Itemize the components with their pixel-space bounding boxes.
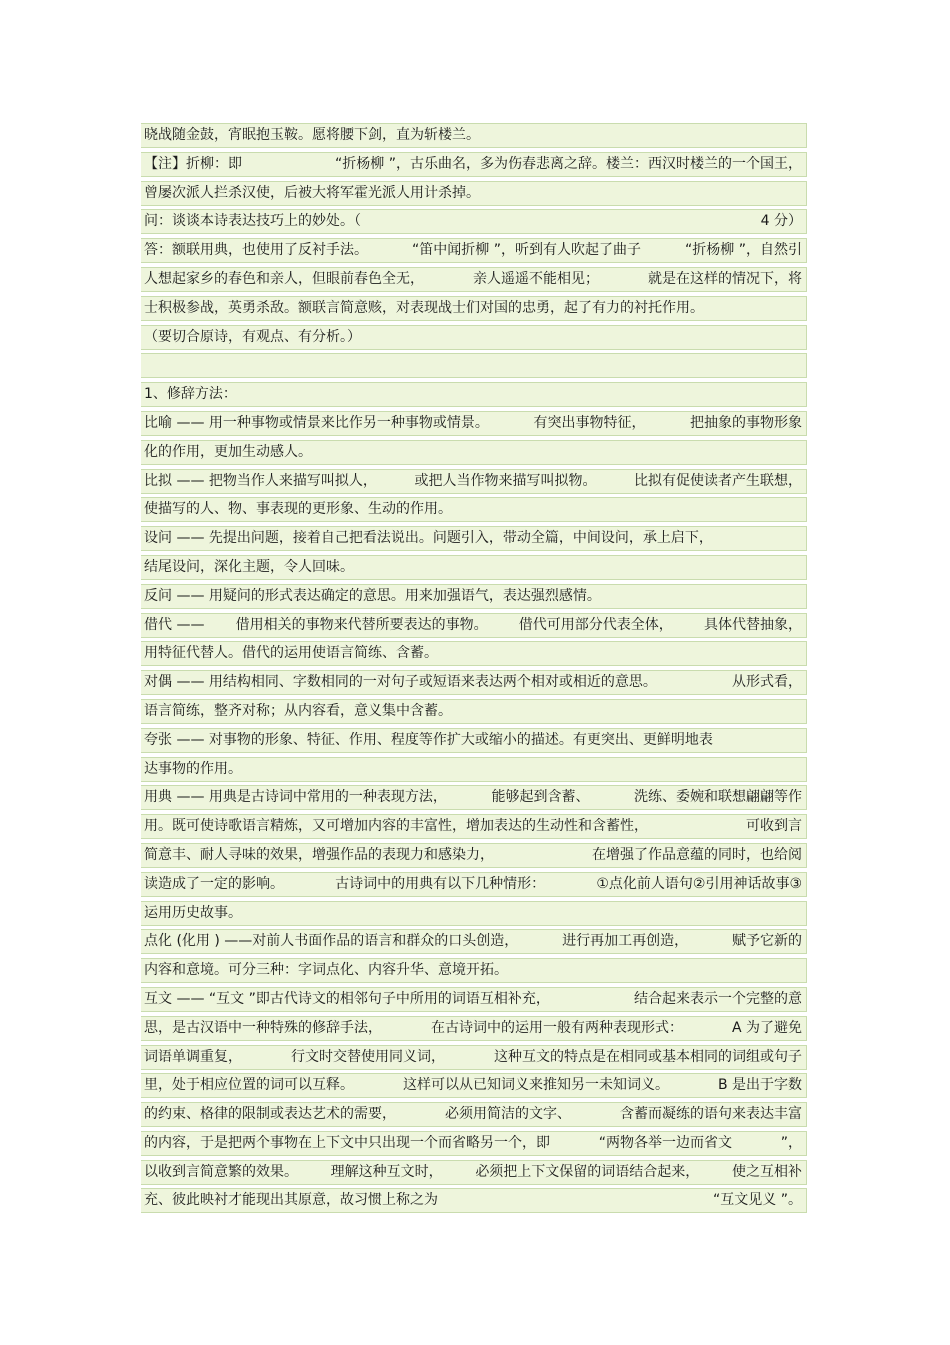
text-segment: 运用历史故事。 bbox=[144, 904, 242, 921]
text-line bbox=[141, 613, 807, 638]
text-segment: 充、彼此映衬才能现出其原意，故习惯上称之为 bbox=[144, 1192, 438, 1209]
text-segment: 点化 (化用 ) ——对前人书面作品的语言和群众的口头创造， bbox=[144, 933, 519, 950]
text-segment: 在古诗词中的运用一般有两种表现形式： bbox=[430, 1019, 683, 1036]
text-line bbox=[141, 757, 807, 782]
document-body bbox=[141, 123, 807, 1217]
text-segment: 必须用简洁的文字、 bbox=[445, 1106, 571, 1123]
text-line bbox=[141, 353, 807, 378]
text-segment: 4 分） bbox=[760, 213, 802, 230]
text-segment: 互文 —— “互文 ”即古代诗文的相邻句子中所用的词语互相补充， bbox=[144, 990, 550, 1007]
text-segment: 【注】折柳：即 bbox=[144, 155, 242, 172]
text-segment: 里，处于相应位置的词可以互释。 bbox=[144, 1077, 354, 1094]
text-segment: 行文时交替使用同义词， bbox=[291, 1048, 445, 1065]
text-line bbox=[141, 152, 807, 177]
text-line bbox=[141, 325, 807, 350]
text-segment: “折杨柳 ”，古乐曲名，多为伤春悲离之辞。楼兰：西汉时楼兰的一个国王， bbox=[335, 155, 802, 172]
text-line bbox=[141, 238, 807, 263]
text-segment: 用典 —— 用典是古诗词中常用的一种表现方法， bbox=[144, 789, 447, 806]
text-line bbox=[141, 267, 807, 292]
text-segment: 有突出事物特征， bbox=[533, 414, 646, 431]
text-line bbox=[141, 641, 807, 666]
text-segment: 比拟 —— 把物当作人来描写叫拟人， bbox=[144, 472, 377, 489]
text-line bbox=[141, 382, 807, 407]
text-segment: 以收到言简意繁的效果。 bbox=[144, 1163, 298, 1180]
text-segment: 在增强了作品意蕴的同时，也给阅 bbox=[592, 846, 802, 863]
text-line bbox=[141, 584, 807, 609]
text-line bbox=[141, 1131, 807, 1156]
text-segment: 可收到言 bbox=[746, 818, 802, 835]
text-line bbox=[141, 181, 807, 206]
text-segment: 反问 —— 用疑问的形式表达确定的意思。用来加强语气，表达强烈感情。 bbox=[144, 587, 601, 604]
text-segment: 的约束、格律的限制或表达艺术的需要， bbox=[144, 1106, 396, 1123]
text-line bbox=[141, 1016, 807, 1041]
text-line bbox=[141, 958, 807, 983]
text-segment: 进行再加工再创造， bbox=[562, 933, 689, 950]
text-segment: 借代 —— bbox=[144, 616, 205, 633]
text-segment: 士积极参战，英勇杀敌。额联言简意赅，对表现战士们对国的忠勇，起了有力的衬托作用。 bbox=[144, 299, 704, 316]
text-line bbox=[141, 1045, 807, 1070]
text-segment: 达事物的作用。 bbox=[144, 760, 242, 777]
text-line bbox=[141, 814, 807, 839]
text-line bbox=[141, 209, 807, 234]
text-segment: ”， bbox=[780, 1134, 802, 1151]
text-segment: 把抽象的事物形象 bbox=[690, 414, 802, 431]
text-line bbox=[141, 123, 807, 148]
text-segment: 曾屡次派人拦杀汉使，后被大将军霍光派人用计杀掉。 bbox=[144, 184, 480, 201]
text-segment: “折杨柳 ”，自然引 bbox=[685, 242, 802, 259]
text-line bbox=[141, 929, 807, 954]
text-segment: 必须把上下文保留的词语结合起来， bbox=[475, 1163, 700, 1180]
text-segment: 词语单调重复， bbox=[144, 1048, 242, 1065]
text-line bbox=[141, 469, 807, 494]
text-segment: 古诗词中的用典有以下几种情形： bbox=[335, 875, 546, 892]
text-line bbox=[141, 555, 807, 580]
text-line bbox=[141, 440, 807, 465]
text-segment: 从形式看， bbox=[732, 674, 802, 691]
text-segment: 就是在这样的情况下，将 bbox=[648, 270, 802, 287]
text-line bbox=[141, 526, 807, 551]
text-segment: 用。既可使诗歌语言精炼，又可增加内容的丰富性，增加表达的生动性和含蓄性， bbox=[144, 818, 648, 835]
text-segment: 夸张 —— 对事物的形象、特征、作用、程度等作扩大或缩小的描述。有更突出、更鲜明地表 bbox=[144, 731, 713, 748]
text-segment: B 是出于字数 bbox=[717, 1077, 802, 1094]
text-segment: 这样可以从已知词义来推知另一未知词义。 bbox=[402, 1077, 669, 1094]
text-segment: 设问 —— 先提出问题，接着自己把看法说出。问题引入，带动全篇，中间设问，承上启下， bbox=[144, 530, 713, 547]
text-segment: 使之互相补 bbox=[731, 1163, 802, 1180]
text-line bbox=[141, 411, 807, 436]
text-segment: 内容和意境。可分三种：字词点化、内容升华、意境开拓。 bbox=[144, 962, 508, 979]
text-line bbox=[141, 497, 807, 522]
text-segment: 的内容，于是把两个事物在上下文中只出现一个而省略另一个，即 bbox=[144, 1134, 550, 1151]
text-segment: 借代可用部分代表全体， bbox=[518, 616, 673, 633]
text-line bbox=[141, 987, 807, 1012]
text-segment: 读造成了一定的影响。 bbox=[144, 875, 284, 892]
text-segment: 对偶 —— 用结构相同、字数相同的一对句子或短语来表达两个相对或相近的意思。 bbox=[144, 674, 657, 691]
text-line bbox=[141, 872, 807, 897]
text-line bbox=[141, 728, 807, 753]
text-segment: 理解这种互文时， bbox=[330, 1163, 443, 1180]
text-segment: 比喻 —— 用一种事物或情景来比作另一种事物或情景。 bbox=[144, 414, 489, 431]
text-segment: 化的作用，更加生动感人。 bbox=[144, 443, 312, 460]
text-segment: 用特征代替人。借代的运用使语言简练、含蓄。 bbox=[144, 645, 438, 662]
text-segment: 答：额联用典，也使用了反衬手法。 bbox=[144, 242, 368, 259]
text-line bbox=[141, 1102, 807, 1127]
text-segment: 思，是古汉语中一种特殊的修辞手法， bbox=[144, 1019, 382, 1036]
text-line bbox=[141, 699, 807, 724]
text-line bbox=[141, 901, 807, 926]
text-segment: 能够起到含蓄、 bbox=[491, 789, 590, 806]
text-segment: “互文见义 ”。 bbox=[713, 1192, 802, 1209]
text-segment: 语言简练，整齐对称；从内容看，意义集中含蓄。 bbox=[144, 702, 452, 719]
text-segment: 这种互文的特点是在相同或基本相同的词组或句子 bbox=[494, 1048, 802, 1065]
text-segment: （要切合原诗，有观点、有分析。） bbox=[144, 328, 361, 345]
text-line bbox=[141, 670, 807, 695]
text-line bbox=[141, 843, 807, 868]
text-segment: 或把人当作物来描写叫拟物。 bbox=[414, 472, 597, 489]
text-segment: 简意丰、耐人寻味的效果，增强作品的表现力和感染力， bbox=[144, 846, 494, 863]
text-segment: 结尾设问，深化主题，令人回味。 bbox=[144, 558, 354, 575]
text-segment: 借用相关的事物来代替所要表达的事物。 bbox=[235, 616, 488, 633]
text-line bbox=[141, 785, 807, 810]
text-segment: 含蓄而凝练的语句来表达丰富 bbox=[620, 1106, 802, 1123]
text-segment: 晓战随金鼓，宵眠抱玉鞍。愿将腰下剑，直为斩楼兰。 bbox=[144, 127, 480, 143]
text-segment: 结合起来表示一个完整的意 bbox=[634, 990, 802, 1007]
text-line bbox=[141, 296, 807, 321]
text-segment: ①点化前人语句②引用神话故事③ bbox=[596, 875, 802, 892]
text-segment: 使描写的人、物、事表现的更形象、生动的作用。 bbox=[144, 501, 452, 518]
text-segment: A 为了避免 bbox=[731, 1019, 802, 1036]
text-segment: 1、修辞方法： bbox=[144, 386, 237, 403]
text-segment: 比拟有促使读者产生联想， bbox=[634, 472, 802, 489]
text-segment: 亲人遥遥不能相见； bbox=[473, 270, 599, 287]
text-line bbox=[141, 1188, 807, 1213]
text-segment: “两物各举一边而省文 bbox=[598, 1134, 732, 1151]
text-segment: 具体代替抽象， bbox=[703, 616, 802, 633]
text-segment: 洗练、委婉和联想翩翩等作 bbox=[634, 789, 802, 806]
text-line bbox=[141, 1073, 807, 1098]
text-segment: 人想起家乡的春色和亲人，但眼前春色全无， bbox=[144, 270, 424, 287]
text-segment: “笛中闻折柳 ”，听到有人吹起了曲子 bbox=[412, 242, 641, 259]
text-line bbox=[141, 1160, 807, 1185]
text-segment: 赋予它新的 bbox=[732, 933, 802, 950]
text-segment: 问：谈谈本诗表达技巧上的妙处。（ bbox=[144, 213, 361, 230]
